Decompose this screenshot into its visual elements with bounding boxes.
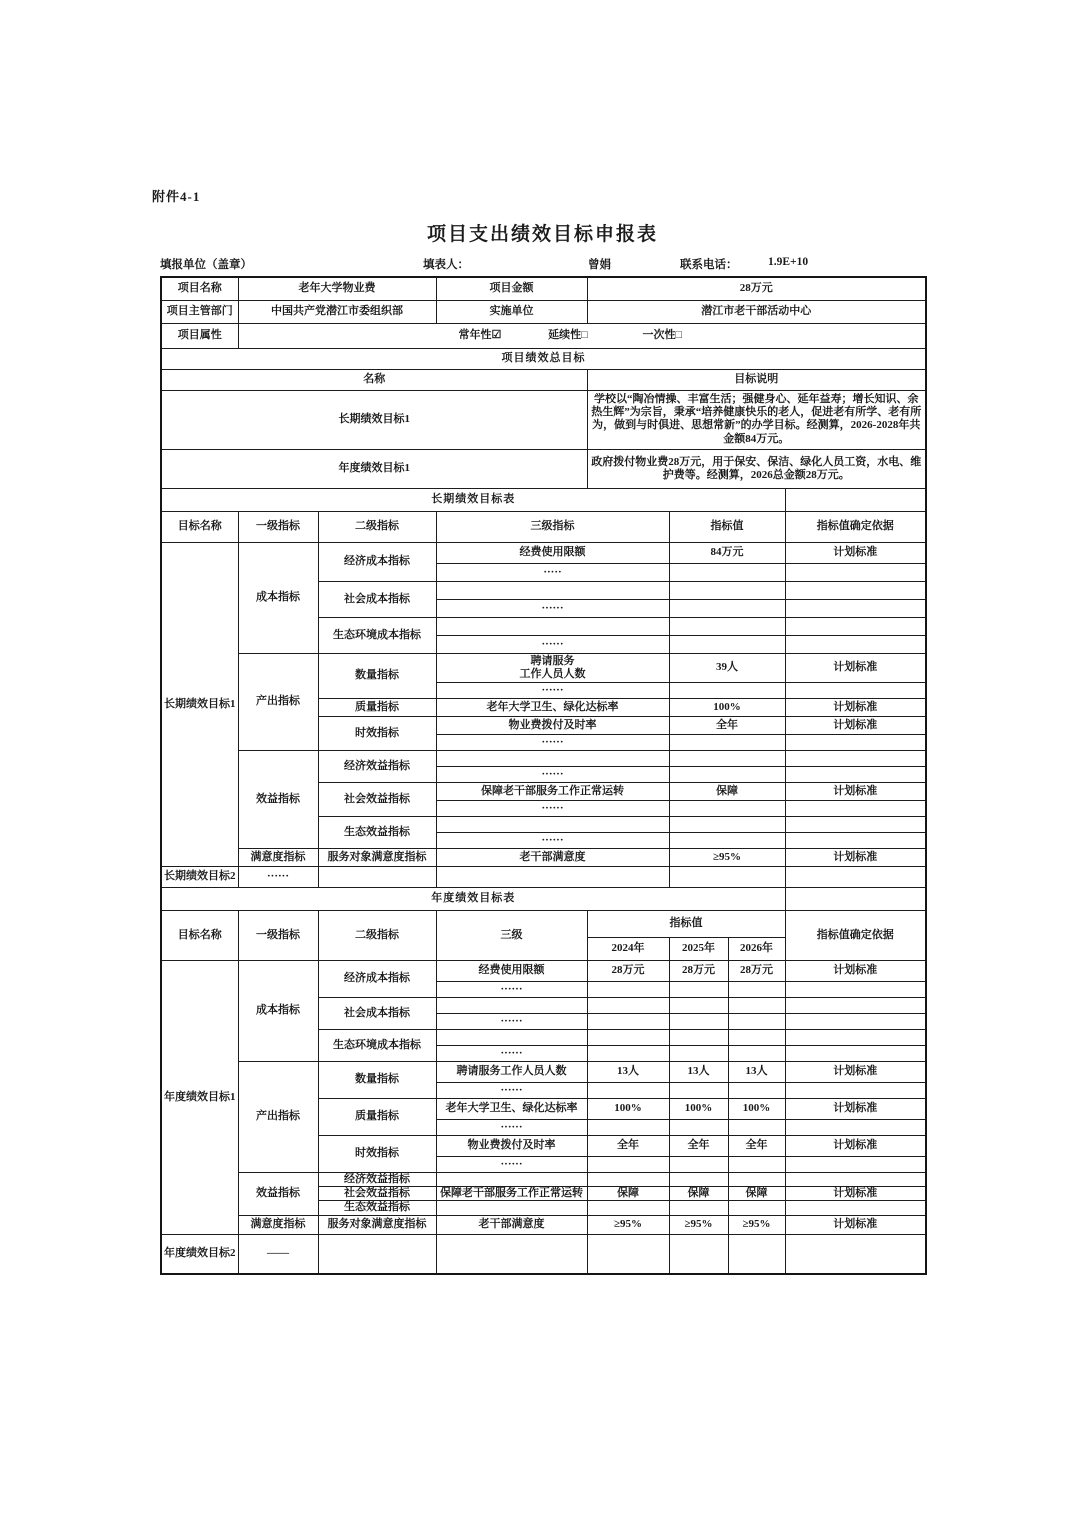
empty-cell <box>728 1083 785 1099</box>
empty-cell <box>785 833 926 849</box>
basis-cell: 计划标准 <box>785 654 926 683</box>
filler-name: 曾娟 <box>588 259 611 271</box>
empty-cell <box>669 982 728 998</box>
basis-cell: 计划标准 <box>785 1215 926 1234</box>
year-value-cell: 全年 <box>587 1136 669 1157</box>
basis-cell: 计划标准 <box>785 699 926 717</box>
at-quantity-cell: 数量指标 <box>318 1062 436 1099</box>
basis-cell: 计划标准 <box>785 1187 926 1201</box>
year-value-cell: 100% <box>728 1099 785 1120</box>
indicator-value-cell: 全年 <box>669 717 785 735</box>
empty-cell <box>436 1173 587 1187</box>
lt-goal2-cell: 长期绩效目标2 <box>161 867 238 888</box>
indicator-name-cell: 老年大学卫生、绿化达标率 <box>436 699 669 717</box>
lt-satisfaction2-cell: 服务对象满意度指标 <box>318 849 436 867</box>
year-value-cell: 100% <box>669 1099 728 1120</box>
project-amount-value-cell: 28万元 <box>587 277 926 301</box>
ellipsis-cell: ······ <box>436 1157 587 1173</box>
ellipsis-cell: ······ <box>436 982 587 998</box>
empty-cell <box>587 1201 669 1215</box>
empty-cell <box>436 998 587 1014</box>
year-value-cell: ≥95% <box>728 1215 785 1234</box>
empty-cell <box>785 564 926 582</box>
empty-cell <box>587 1030 669 1046</box>
empty-cell <box>785 1030 926 1046</box>
impl-unit-label-cell: 实施单位 <box>436 301 587 324</box>
empty-cell <box>587 1234 669 1274</box>
indicator-name-cell: 聘请服务工作人员人数 <box>436 1062 587 1083</box>
lt-eco-benefit-cell: 生态效益指标 <box>318 817 436 849</box>
at-cost-group-cell: 成本指标 <box>238 961 318 1062</box>
overall-goal-section-title: 项目绩效总目标 <box>161 349 926 370</box>
ellipsis-cell: ······ <box>436 833 669 849</box>
at-satisfaction2-cell: 服务对象满意度指标 <box>318 1215 436 1234</box>
empty-cell <box>728 1030 785 1046</box>
basis-cell: 计划标准 <box>785 717 926 735</box>
empty-cell <box>669 683 785 699</box>
at-header-level3: 三级 <box>436 911 587 961</box>
empty-cell <box>785 1173 926 1187</box>
at-header-value: 指标值 <box>587 911 785 938</box>
staff-name-line1: 聘请服务 <box>530 654 575 667</box>
longterm-goal1-desc-text: 学校以“陶冶情操、丰富生活；强健身心、延年益寿；增长知识、余热生辉”为宗旨，秉承“培养健康快乐的老人，促进老有所学、老有所为，做到与时俱进、思想常新”的办学目标。经测算，2026-2028年共金额84万元。 <box>591 393 922 445</box>
empty-cell <box>785 618 926 636</box>
at-header-goal: 目标名称 <box>161 911 238 961</box>
year-value-cell: 28万元 <box>728 961 785 982</box>
empty-cell <box>669 1083 728 1099</box>
annual-goal1-label-cell: 年度绩效目标1 <box>161 450 587 489</box>
lt-social-benefit-cell: 社会效益指标 <box>318 783 436 817</box>
filler-label: 填表人： <box>423 259 469 271</box>
empty-cell <box>587 1120 669 1136</box>
empty-cell <box>587 1014 669 1030</box>
at-header-level2: 二级指标 <box>318 911 436 961</box>
indicator-name-cell: 保障老干部服务工作正常运转 <box>436 783 669 801</box>
lt-cost-group-cell: 成本指标 <box>238 543 318 654</box>
empty-cell <box>587 1173 669 1187</box>
empty-cell <box>728 1173 785 1187</box>
form-header-line <box>160 256 925 274</box>
empty-cell <box>669 1173 728 1187</box>
empty-cell <box>669 1201 728 1215</box>
ellipsis-cell: ······ <box>436 1083 587 1099</box>
empty-cell <box>436 1201 587 1215</box>
longterm-goal1-desc-cell <box>587 391 926 450</box>
longterm-table-title: 长期绩效目标表 <box>161 489 785 512</box>
at-quality-cell: 质量指标 <box>318 1099 436 1136</box>
empty-cell <box>785 867 926 888</box>
lt-econ-benefit-cell: 经济效益指标 <box>318 751 436 783</box>
lt-quantity-cell: 数量指标 <box>318 654 436 699</box>
empty-cell <box>669 817 785 833</box>
reporting-unit-label: 填报单位（盖章） <box>160 259 252 271</box>
year-2025-header: 2025年 <box>669 938 728 961</box>
at-header-level1: 一级指标 <box>238 911 318 961</box>
empty-cell <box>318 1234 436 1274</box>
indicator-value-cell: ≥95% <box>669 849 785 867</box>
empty-cell <box>728 1234 785 1274</box>
ellipsis-cell: ······ <box>436 1046 587 1062</box>
empty-cell <box>587 998 669 1014</box>
attachment-label: 附件4-1 <box>152 189 201 204</box>
lt-header-level1: 一级指标 <box>238 512 318 543</box>
goal-desc-header-cell: 目标说明 <box>587 370 926 391</box>
indicator-name-cell: 物业费拨付及时率 <box>436 1136 587 1157</box>
empty-cell <box>785 982 926 998</box>
year-value-cell: 保障 <box>728 1187 785 1201</box>
phone-value: 1.9E+10 <box>768 256 809 268</box>
empty-cell <box>785 1083 926 1099</box>
indicator-value-cell: 84万元 <box>669 543 785 564</box>
empty-cell <box>436 582 669 600</box>
attribute-label-cell: 项目属性 <box>161 324 238 349</box>
empty-cell <box>669 867 785 888</box>
indicator-name-cell: 老干部满意度 <box>436 849 669 867</box>
declaration-table <box>160 276 927 1275</box>
empty-cell <box>669 564 785 582</box>
ellipsis-cell: ······ <box>436 801 669 817</box>
year-value-cell: 13人 <box>587 1062 669 1083</box>
at-eco-cost-cell: 生态环境成本指标 <box>318 1030 436 1062</box>
at-econ-benefit-cell: 经济效益指标 <box>318 1173 436 1187</box>
empty-cell <box>587 1157 669 1173</box>
empty-cell <box>785 767 926 783</box>
year-value-cell: ≥95% <box>587 1215 669 1234</box>
empty-cell <box>669 1046 728 1062</box>
empty-cell <box>318 867 436 888</box>
basis-cell: 计划标准 <box>785 1136 926 1157</box>
basis-cell: 计划标准 <box>785 849 926 867</box>
empty-cell <box>669 998 728 1014</box>
lt-satisfaction-group-cell: 满意度指标 <box>238 849 318 867</box>
empty-cell <box>436 618 669 636</box>
basis-cell: 计划标准 <box>785 1062 926 1083</box>
year-value-cell: 全年 <box>728 1136 785 1157</box>
empty-cell <box>436 817 669 833</box>
empty-cell <box>436 751 669 767</box>
indicator-name-cell: 物业费拨付及时率 <box>436 717 669 735</box>
annual-table-title: 年度绩效目标表 <box>161 888 785 911</box>
staff-name-line2: 工作人员人数 <box>519 668 586 680</box>
empty-cell <box>587 1046 669 1062</box>
attribute-options-cell <box>238 324 926 349</box>
empty-cell <box>785 1201 926 1215</box>
annual-goal1-desc-cell: 政府拨付物业费28万元，用于保安、保洁、绿化人员工资，水电、维护费等。经测算，2026总金额28万元。 <box>587 450 926 489</box>
basis-cell: 计划标准 <box>785 783 926 801</box>
ellipsis-cell: ······ <box>436 1120 587 1136</box>
indicator-name-cell: 经费使用限额 <box>436 543 669 564</box>
at-goal2-cell: 年度绩效目标2 <box>161 1234 238 1274</box>
empty-cell <box>669 618 785 636</box>
phone-label: 联系电话： <box>680 259 738 271</box>
longterm-goal1-label-cell: 长期绩效目标1 <box>161 391 587 450</box>
page-title: 项目支出绩效目标申报表 <box>426 224 658 245</box>
lt-goal2-value-cell: ······ <box>238 867 318 888</box>
lt-timeliness-cell: 时效指标 <box>318 717 436 751</box>
empty-cell <box>785 600 926 618</box>
empty-cell <box>728 1046 785 1062</box>
empty-cell <box>785 1157 926 1173</box>
year-value-cell: 28万元 <box>669 961 728 982</box>
ellipsis-cell: ······ <box>436 735 669 751</box>
empty-cell <box>785 735 926 751</box>
empty-cell <box>785 801 926 817</box>
empty-cell <box>785 582 926 600</box>
empty-cell <box>669 735 785 751</box>
onetime-checkbox: 一次性□ <box>642 329 683 342</box>
lt-header-level3: 三级指标 <box>436 512 669 543</box>
lt-output-group-cell: 产出指标 <box>238 654 318 751</box>
lt-header-basis: 指标值确定依据 <box>785 512 926 543</box>
empty-cell <box>669 833 785 849</box>
empty-cell <box>669 751 785 767</box>
goal-name-header-cell: 名称 <box>161 370 587 391</box>
empty-cell <box>669 801 785 817</box>
empty-cell <box>728 1014 785 1030</box>
empty-cell <box>728 1201 785 1215</box>
empty-cell <box>669 600 785 618</box>
perennial-checkbox: 常年性☑ <box>458 329 502 342</box>
basis-cell: 计划标准 <box>785 1099 926 1120</box>
empty-cell <box>587 1083 669 1099</box>
indicator-value-cell: 保障 <box>669 783 785 801</box>
document-content <box>152 186 925 1275</box>
indicator-name-cell <box>436 654 669 683</box>
year-value-cell: 保障 <box>669 1187 728 1201</box>
empty-cell <box>785 489 926 512</box>
lt-quality-cell: 质量指标 <box>318 699 436 717</box>
ellipsis-cell: ······ <box>436 683 669 699</box>
empty-cell <box>785 888 926 911</box>
lt-benefit-group-cell: 效益指标 <box>238 751 318 849</box>
empty-cell <box>669 1030 728 1046</box>
indicator-name-cell: 经费使用限额 <box>436 961 587 982</box>
continuing-checkbox: 延续性□ <box>548 329 588 342</box>
empty-cell <box>436 1030 587 1046</box>
empty-cell <box>785 817 926 833</box>
year-2026-header: 2026年 <box>728 938 785 961</box>
lt-header-value: 指标值 <box>669 512 785 543</box>
year-value-cell: 13人 <box>728 1062 785 1083</box>
empty-cell <box>669 1157 728 1173</box>
indicator-value-cell: 100% <box>669 699 785 717</box>
empty-cell <box>785 636 926 654</box>
lt-econ-cost-cell: 经济成本指标 <box>318 543 436 582</box>
empty-cell <box>785 1234 926 1274</box>
ellipsis-cell: ······ <box>436 600 669 618</box>
project-name-value-cell: 老年大学物业费 <box>238 277 436 301</box>
at-timeliness-cell: 时效指标 <box>318 1136 436 1173</box>
ellipsis-cell: ······ <box>436 767 669 783</box>
ellipsis-cell: ······ <box>436 636 669 654</box>
at-header-basis: 指标值确定依据 <box>785 911 926 961</box>
empty-cell <box>785 1014 926 1030</box>
at-satisfaction-group-cell: 满意度指标 <box>238 1215 318 1234</box>
empty-cell <box>669 767 785 783</box>
indicator-name-cell: 老年大学卫生、绿化达标率 <box>436 1099 587 1120</box>
empty-cell <box>785 998 926 1014</box>
at-eco-benefit-cell: 生态效益指标 <box>318 1201 436 1215</box>
indicator-name-cell: 老干部满意度 <box>436 1215 587 1234</box>
indicator-name-cell: 保障老干部服务工作正常运转 <box>436 1187 587 1201</box>
dept-label-cell: 项目主管部门 <box>161 301 238 324</box>
year-value-cell: 100% <box>587 1099 669 1120</box>
empty-cell <box>669 582 785 600</box>
impl-unit-value-cell: 潜江市老干部活动中心 <box>587 301 926 324</box>
year-value-cell: 13人 <box>669 1062 728 1083</box>
basis-cell: 计划标准 <box>785 961 926 982</box>
basis-cell: 计划标准 <box>785 543 926 564</box>
at-econ-cost-cell: 经济成本指标 <box>318 961 436 998</box>
empty-cell <box>728 1157 785 1173</box>
empty-cell <box>728 1120 785 1136</box>
empty-cell <box>669 636 785 654</box>
project-name-label-cell: 项目名称 <box>161 277 238 301</box>
empty-cell <box>436 1234 587 1274</box>
empty-cell <box>785 1046 926 1062</box>
at-output-group-cell: 产出指标 <box>238 1062 318 1173</box>
at-social-benefit-cell: 社会效益指标 <box>318 1187 436 1201</box>
lt-header-level2: 二级指标 <box>318 512 436 543</box>
dept-value-cell: 中国共产党潜江市委组织部 <box>238 301 436 324</box>
lt-social-cost-cell: 社会成本指标 <box>318 582 436 618</box>
project-amount-label-cell: 项目金额 <box>436 277 587 301</box>
empty-cell <box>669 1120 728 1136</box>
empty-cell <box>785 683 926 699</box>
lt-goal1-cell: 长期绩效目标1 <box>161 543 238 867</box>
empty-cell <box>728 998 785 1014</box>
at-goal1-cell: 年度绩效目标1 <box>161 961 238 1235</box>
year-2024-header: 2024年 <box>587 938 669 961</box>
empty-cell <box>669 1234 728 1274</box>
empty-cell <box>728 982 785 998</box>
empty-cell <box>436 867 669 888</box>
empty-cell <box>785 1120 926 1136</box>
empty-cell <box>785 751 926 767</box>
ellipsis-cell: ······ <box>436 1014 587 1030</box>
empty-cell <box>587 982 669 998</box>
empty-cell <box>669 1014 728 1030</box>
lt-header-goal: 目标名称 <box>161 512 238 543</box>
year-value-cell: ≥95% <box>669 1215 728 1234</box>
at-benefit-group-cell: 效益指标 <box>238 1173 318 1216</box>
indicator-value-cell: 39人 <box>669 654 785 683</box>
year-value-cell: 全年 <box>669 1136 728 1157</box>
at-social-cost-cell: 社会成本指标 <box>318 998 436 1030</box>
ellipsis-cell: ····· <box>436 564 669 582</box>
year-value-cell: 28万元 <box>587 961 669 982</box>
year-value-cell: 保障 <box>587 1187 669 1201</box>
lt-eco-cost-cell: 生态环境成本指标 <box>318 618 436 654</box>
at-goal2-value-cell: —— <box>238 1234 318 1274</box>
